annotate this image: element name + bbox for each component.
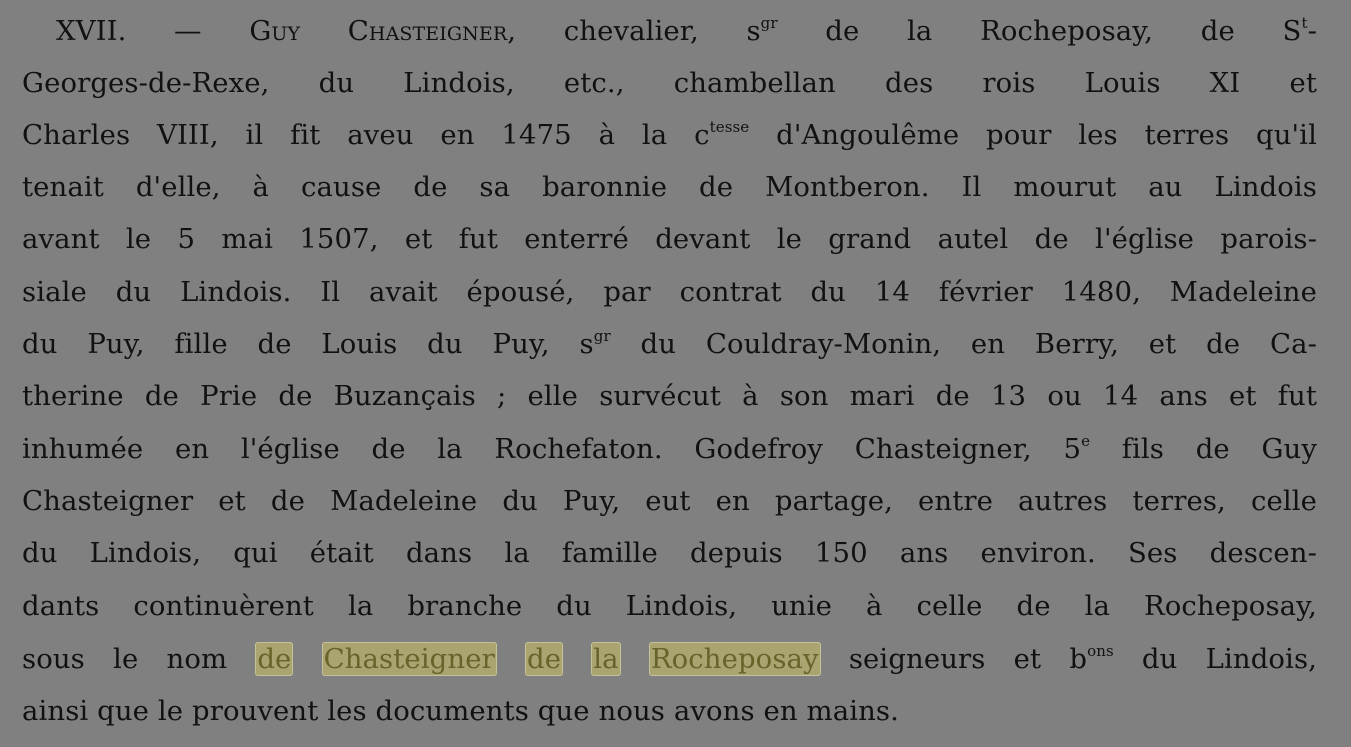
text-span: XVII. —	[56, 15, 250, 47]
text-span: du Puy, fille de Louis du Puy, s	[22, 328, 594, 360]
text-line-2: Georges-de-Rexe, du Lindois, etc., chambellan des rois Louis XI et	[22, 67, 1317, 99]
superscript: e	[1081, 432, 1091, 450]
text-line-6: siale du Lindois. Il avait épousé, par contrat du 14 février 1480, Madeleine	[22, 276, 1317, 308]
text-line-14: ainsi que le prouvent les documents que nous avons en mains.	[22, 695, 899, 727]
text-span: Charles VIII, il fit aveu en 1475 à la c	[22, 119, 710, 151]
text-span: de la Rocheposay, de S	[777, 15, 1302, 47]
text-span: d'Angoulême pour les terres qu'il	[749, 119, 1317, 151]
text-line-11: du Lindois, qui était dans la famille depuis 150 ans environ. Ses descen-	[22, 537, 1317, 569]
text-line-9	[22, 423, 1317, 475]
text-span: , chevalier, s	[507, 15, 761, 47]
text-line-1	[56, 5, 1317, 57]
search-highlight[interactable]: Rocheposay	[650, 643, 819, 675]
search-highlight[interactable]: de	[526, 643, 562, 675]
text-line-5: avant le 5 mai 1507, et fut enterré devant le grand autel de l'église parois-	[22, 223, 1317, 255]
text-span: sous le nom	[22, 643, 256, 675]
text-span: inhumée en l'église de la Rochefaton. Godefroy Chasteigner, 5	[22, 433, 1082, 465]
superscript: ons	[1087, 642, 1114, 660]
text-span: -	[1307, 15, 1317, 47]
text-line-3	[22, 109, 1317, 161]
search-highlight[interactable]: la	[593, 643, 619, 675]
text-span: seigneurs et b	[820, 643, 1088, 675]
text-span: du Lindois,	[1113, 643, 1317, 675]
text-line-4: tenait d'elle, à cause de sa baronnie de Montberon. Il mourut au Lindois	[22, 171, 1317, 203]
text-line-13	[22, 633, 1317, 685]
search-highlight[interactable]: de	[257, 643, 292, 675]
text-line-7	[22, 318, 1317, 370]
name-guy-chasteigner: Guy Chasteigner	[249, 15, 508, 47]
text-line-8: therine de Prie de Buzançais ; elle survécut à son mari de 13 ou 14 ans et fut	[22, 380, 1317, 412]
superscript: tesse	[709, 118, 750, 136]
text-line-10: Chasteigner et de Madeleine du Puy, eut en partage, entre autres terres, celle	[22, 485, 1317, 517]
search-highlight[interactable]: Chasteigner	[323, 643, 495, 675]
superscript: t	[1301, 14, 1308, 32]
text-span: fils de Guy	[1090, 433, 1317, 465]
superscript: gr	[760, 14, 778, 32]
text-line-12: dants continuèrent la branche du Lindois, unie à celle de la Rocheposay,	[22, 590, 1317, 622]
superscript: gr	[593, 327, 611, 345]
text-span: du Couldray-Monin, en Berry, et de Ca-	[610, 328, 1317, 360]
